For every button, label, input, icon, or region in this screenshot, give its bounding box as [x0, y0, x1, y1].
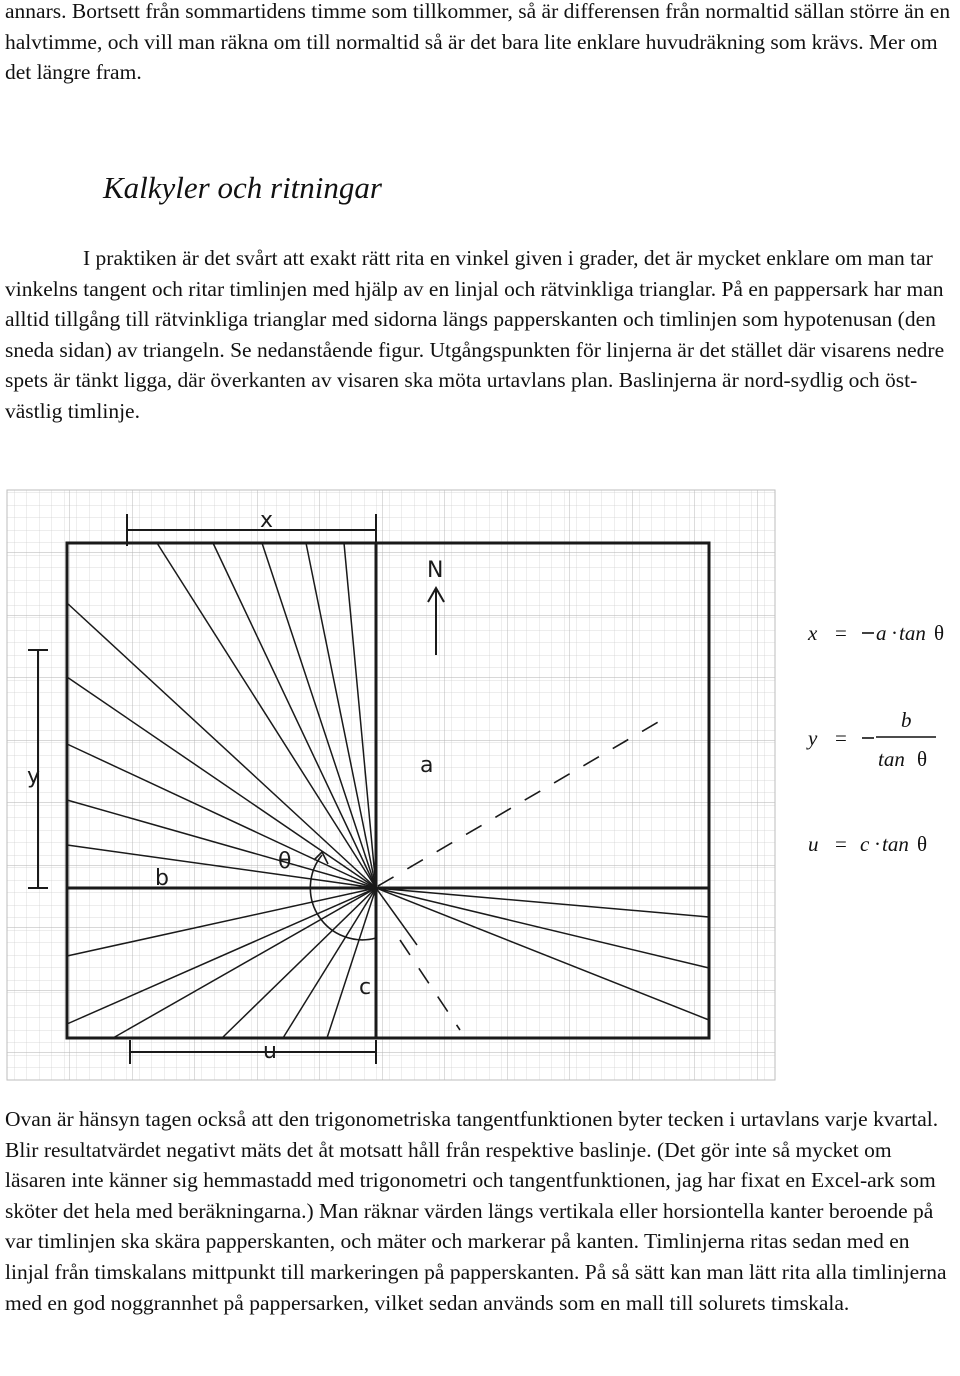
label-y: y [27, 764, 41, 789]
svg-text:b: b [901, 708, 912, 732]
intro-paragraph: annars. Bortsett från sommartidens timme som tillkommer, så är differensen från normaltid sällan större än en halvtimme, och vill man räkna om till normaltid så är det bara lite enklare huvudräkning som krävs. Mer om det längre fram. [5, 0, 951, 85]
section-heading: Kalkyler och ritningar [103, 170, 382, 205]
svg-text:·: · [891, 621, 898, 645]
svg-text:θ: θ [917, 747, 928, 771]
equation-x [807, 621, 944, 645]
label-c: c [359, 975, 372, 1000]
svg-text:c: c [860, 832, 870, 856]
svg-text:=: = [835, 621, 847, 645]
label-x: x [260, 508, 274, 533]
svg-text:y: y [808, 726, 818, 750]
label-a: a [420, 753, 434, 778]
label-b: b [155, 866, 169, 891]
svg-text:tan: tan [899, 621, 926, 645]
svg-text:·: · [874, 832, 881, 856]
svg-text:tan: tan [878, 747, 905, 771]
svg-text:θ: θ [934, 621, 945, 645]
svg-text:θ: θ [917, 832, 928, 856]
svg-text:=: = [835, 726, 847, 750]
svg-text:=: = [835, 832, 847, 856]
grid-paper [7, 490, 775, 1080]
svg-text:x: x [808, 621, 818, 645]
method-paragraph: I praktiken är det svårt att exakt rätt rita en vinkel given i grader, det är mycket enklare om man tar vinkelns tangent och ritar timlinjen med hjälp av en linjal och rätvinkliga trianglar. På en pappersark har man alltid tillgång till rätvinkliga trianglar med sidorna längs papperskanten och timlinjen som hypotenusan (den sneda sidan) av triangeln. Se nedanstående figur. Utgångspunkten för linjerna är det stället där visarens nedre spets är tänkt ligga, där överkanten av visaren ska möta urtavlans plan. Baslinjerna är nord-sydlig och öst-västlig timlinje. [5, 246, 945, 423]
label-u: u [263, 1039, 277, 1064]
svg-text:tan: tan [882, 832, 909, 856]
explanation-paragraph: Ovan är hänsyn tagen också att den trigonometriska tangentfunktionen byter tecken i urtavlans varje kvartal. Blir resultatvärdet negativt mäts det åt motsatt håll från respektive baslinje. (Det gör inte så mycket om läsaren inte känner sig hemmastadd med trigonometri och tangentfunktionen, jag har fixat en Excel-ark som sköter det hela med beräkningarna.) Man räknar värden längs vertikala eller horsiontella kanter beroende på var timlinjen ska skära papperskanten, och mäter och markerar på kanten. Timlinjerna ritas sedan med en linjal från timskalans mittpunkt till markeringen på papperskanten. På så sätt kan man lätt rita alla timlinjerna med en god noggrannhet på pappersarken, vilket sedan används som en mall till solurets timskala. [5, 1107, 947, 1315]
svg-text:a: a [876, 621, 887, 645]
equation-y [806, 708, 936, 771]
svg-text:u: u [808, 832, 819, 856]
hour-line-figure [0, 485, 960, 1085]
label-theta: θ [278, 849, 292, 874]
label-n: N [427, 558, 444, 583]
equation-u [808, 832, 927, 856]
